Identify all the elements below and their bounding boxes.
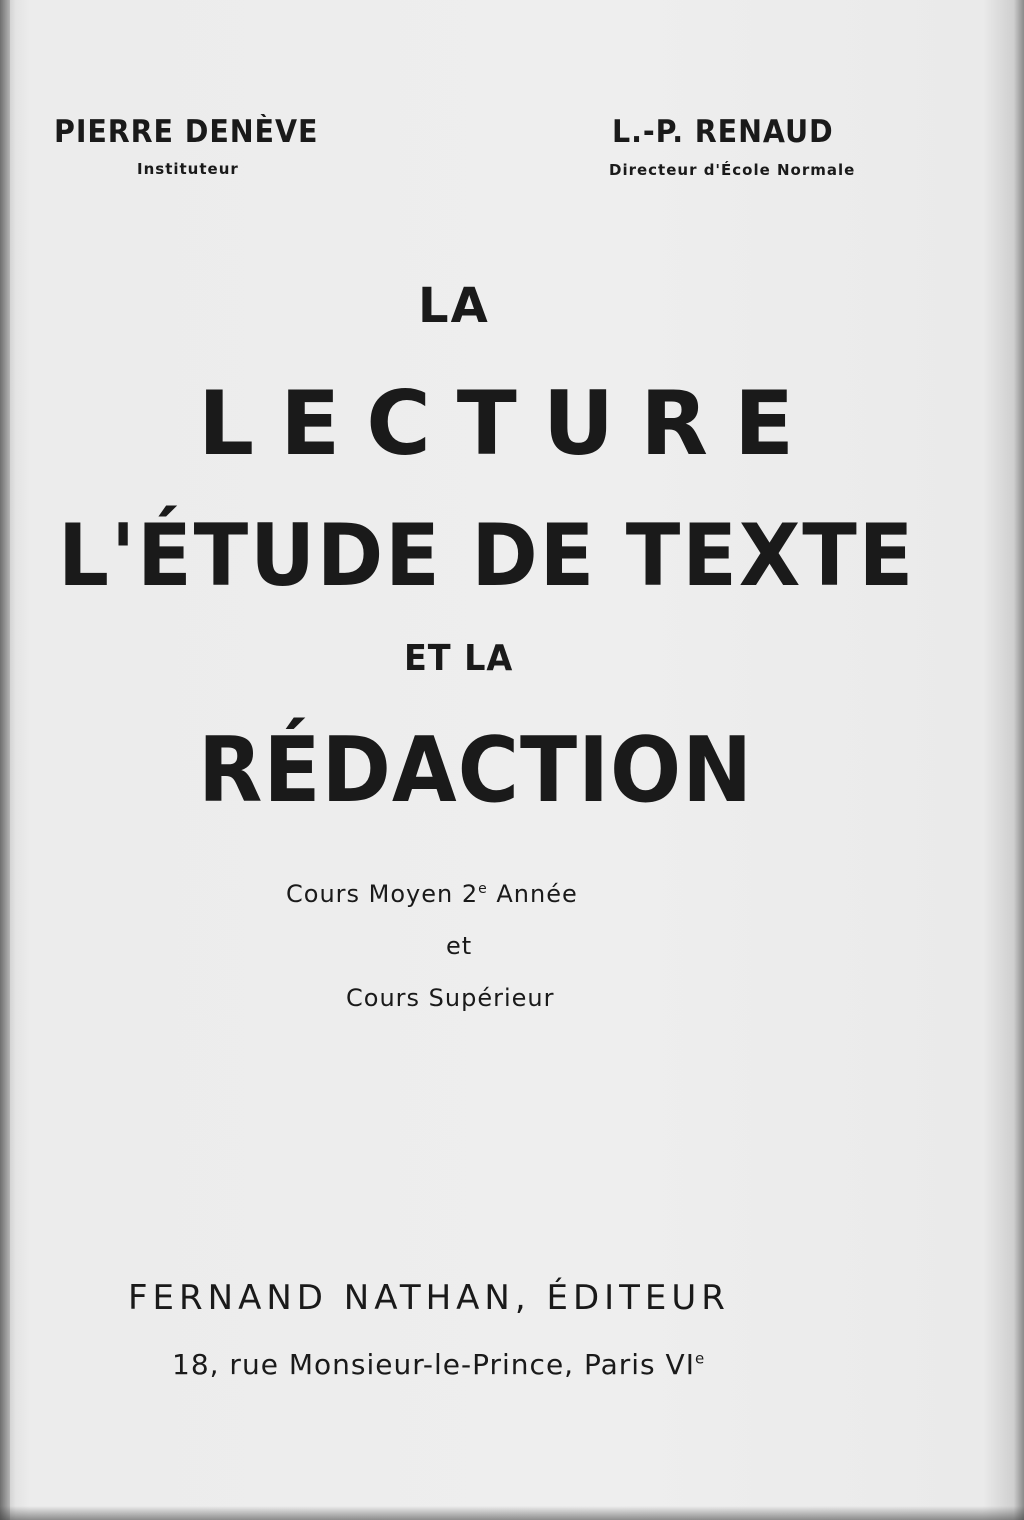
publisher-address-text: 18, rue Monsieur-le-Prince, Paris VI [172,1348,695,1381]
course-line-superieur: Cours Supérieur [346,984,555,1012]
course-moyen-superscript: e [478,881,488,897]
course-moyen-prefix: Cours Moyen 2 [286,880,479,908]
title-line-etude-de-texte: L'ÉTUDE DE TEXTE [58,506,916,606]
course-line-et: et [446,932,473,960]
title-line-redaction: RÉDACTION [198,718,754,823]
author-1-role: Instituteur [137,160,239,178]
publisher-address-superscript: e [694,1349,706,1368]
book-spine-shadow [0,0,10,1520]
publisher-name: FERNAND NATHAN, ÉDITEUR [128,1278,730,1318]
course-moyen-suffix: Année [487,880,578,908]
publisher-address [172,1348,705,1381]
title-line-lecture: LECTURE [198,372,821,475]
author-2-role: Directeur d'École Normale [609,161,856,179]
author-1-name: PIERRE DENÈVE [54,114,319,150]
author-2-name: L.-P. RENAUD [612,114,834,150]
title-line-la: LA [418,278,490,334]
title-line-et-la: ET LA [404,638,514,679]
course-line-moyen [286,880,578,908]
